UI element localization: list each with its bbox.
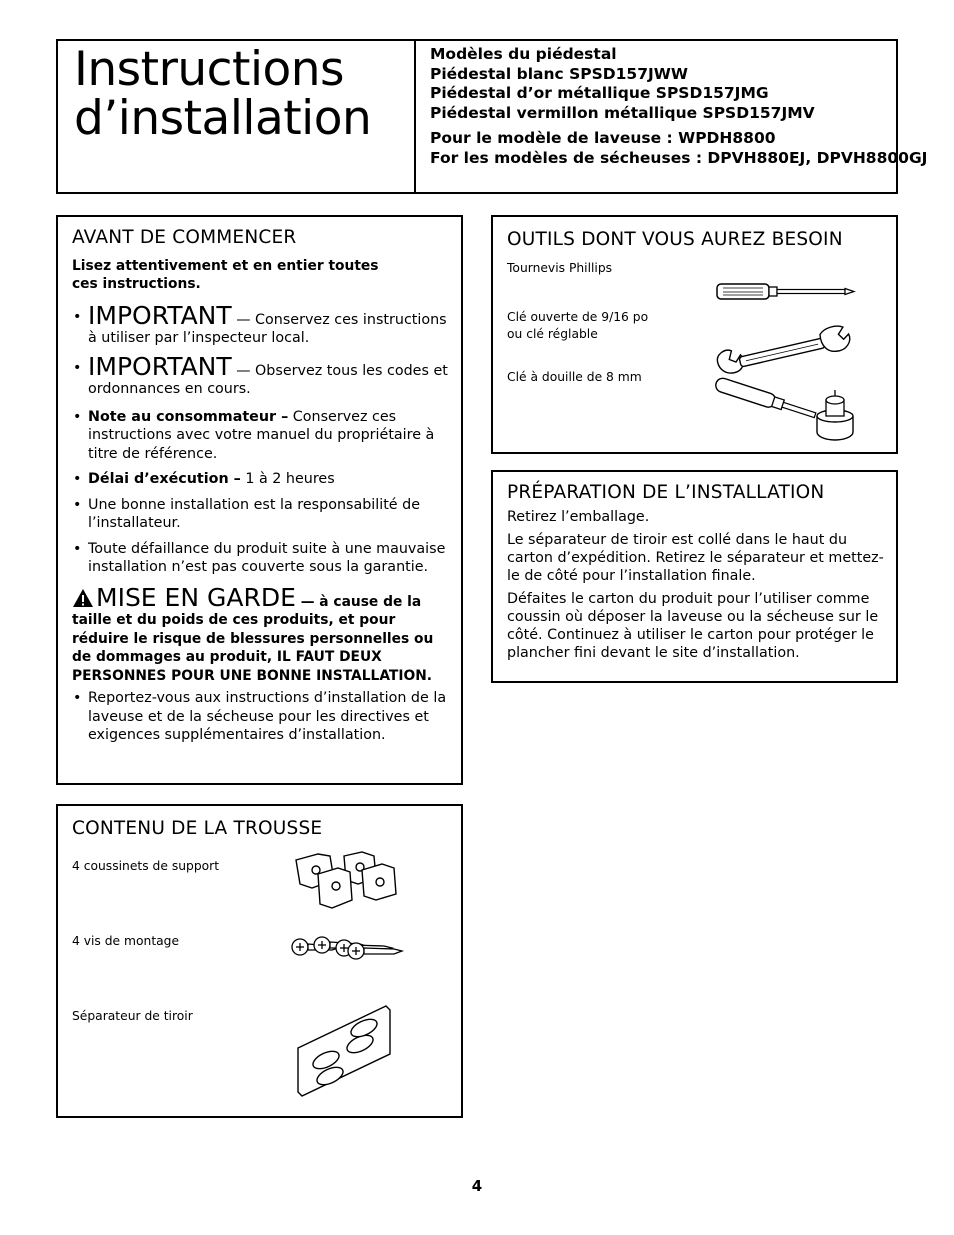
important-item-1 <box>72 300 450 348</box>
wrench-label-line-1: Clé ouverte de 9/16 po <box>507 310 649 324</box>
open-end-wrench-label <box>507 309 648 342</box>
important-label: IMPORTANT <box>88 300 232 330</box>
washer-model: Pour le modèle de laveuse : WPDH8800 <box>430 129 776 147</box>
important-item-2 <box>72 351 450 399</box>
kit-contents-section <box>56 804 463 1118</box>
header-box <box>56 39 928 194</box>
preparation-section <box>491 470 898 683</box>
refer-instructions-item: • Reportez-vous aux instructions d’installation de la laveuse et de la sécheuse pour les directives et exigences supplémentaires d’installation. <box>72 689 450 745</box>
warranty-item: • Toute défaillance du produit suite à une mauvaise installation n’est pas couverte sous la garantie. <box>72 540 450 577</box>
socket-wrench-icon <box>711 382 857 444</box>
important-label: IMPORTANT <box>88 351 232 381</box>
intro-line-1: Lisez attentivement et en entier toutes <box>72 257 379 274</box>
model-vermillion: Piédestal vermillon métallique SPSD157JMV <box>430 103 815 122</box>
section-title-outils: OUTILS DONT VOUS AUREZ BESOIN <box>507 229 843 250</box>
models-heading: Modèles du piédestal <box>430 45 617 63</box>
before-list <box>72 300 450 577</box>
important-text: — Observez tous les codes et ordonnances en cours. <box>88 362 448 397</box>
section-title-avant: AVANT DE COMMENCER <box>72 227 297 248</box>
caution-block <box>72 582 450 686</box>
page-number: 4 <box>471 1177 483 1195</box>
open-end-wrench-icon <box>713 329 855 375</box>
title-line-2: d’installation <box>74 91 372 146</box>
intro-text <box>72 257 450 293</box>
header-divider <box>414 41 416 192</box>
socket-wrench-label: Clé à douille de 8 mm <box>507 370 642 384</box>
preparation-paragraph-3: Défaites le carton du produit pour l’utiliser comme coussin où déposer la laveuse ou la sécheuse sur le côté. Continuez à utiliser le carton pour protéger le plancher fini devant le site d’installation. <box>507 591 879 661</box>
additional-list <box>72 689 450 745</box>
tools-section <box>491 215 898 454</box>
model-gold: Piédestal d’or métallique SPSD157JMG <box>430 84 769 102</box>
installation-responsibility-item: • Une bonne installation est la responsabilité de l’installateur. <box>72 496 450 533</box>
section-title-preparation: PRÉPARATION DE L’INSTALLATION <box>507 482 825 503</box>
support-pads-icon <box>288 850 413 912</box>
note-label: Note au consommateur – <box>88 408 289 425</box>
dryer-models: For les modèles de sécheuses : DPVH880EJ, DPVH8800GJ <box>430 148 928 167</box>
duration-item <box>72 470 450 489</box>
drawer-divider-label: Séparateur de tiroir <box>72 1009 193 1023</box>
warning-triangle-icon <box>72 588 94 608</box>
caution-text: — à cause de la taille et du poids de ces produits, et pour réduire le risque de blessures personnelles ou de dommages au produit, IL FAUT DEUX PERSONNES POUR UNE BONNE INSTALLATION. <box>72 593 434 684</box>
model-white: Piédestal blanc SPSD157JWW <box>430 64 688 83</box>
model-list <box>430 45 927 168</box>
intro-line-2: ces instructions. <box>72 275 201 292</box>
duration-label: Délai d’exécution – <box>88 471 241 487</box>
section-title-contenu: CONTENU DE LA TROUSSE <box>72 818 323 839</box>
mounting-screws-label: 4 vis de montage <box>72 934 180 948</box>
document-title <box>74 42 372 146</box>
preparation-paragraph-2: Le séparateur de tiroir est collé dans le haut du carton d’expédition. Retirez le séparateur et mettez-le de côté pour l’installation finale. <box>507 532 884 584</box>
phillips-screwdriver-label: Tournevis Phillips <box>507 261 613 275</box>
mounting-screws-icon <box>290 930 410 964</box>
before-you-begin-section <box>56 215 463 785</box>
support-pads-label: 4 coussinets de support <box>72 859 220 873</box>
duration-text: 1 à 2 heures <box>240 471 335 487</box>
title-line-1: Instructions <box>74 42 345 97</box>
consumer-note-item <box>72 408 450 464</box>
important-text: — Conservez ces instructions à utiliser par l’inspecteur local. <box>88 311 447 346</box>
note-text: Conservez ces instructions avec votre manuel du propriétaire à titre de référence. <box>88 408 435 462</box>
caution-label: MISE EN GARDE <box>96 582 296 612</box>
drawer-divider-icon <box>294 1002 394 1098</box>
screwdriver-icon <box>715 279 857 305</box>
wrench-label-line-2: ou clé réglable <box>507 326 598 341</box>
preparation-paragraph-1: Retirez l’emballage. <box>507 509 650 525</box>
